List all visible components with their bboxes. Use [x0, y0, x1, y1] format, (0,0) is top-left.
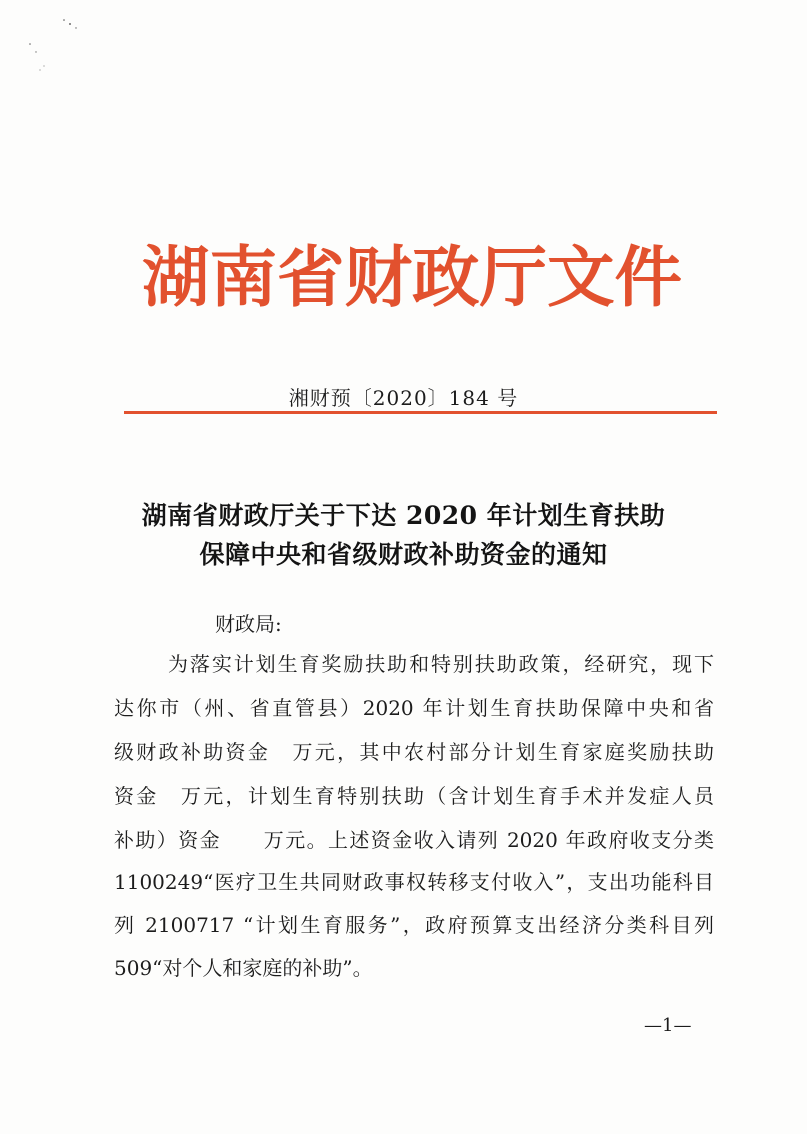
body-line-4: 资金 万元，计划生育特别扶助（含计划生育手术并发症人员 [114, 784, 714, 808]
notice-title-line-1: 湖南省财政厅关于下达 2020 年计划生育扶助 [141, 501, 666, 530]
body-line-3: 级财政补助资金 万元，其中农村部分计划生育家庭奖励扶助 [114, 740, 714, 764]
body-line-1: 为落实计划生育奖励扶助和特别扶助政策，经研究，现下 [168, 652, 714, 676]
masthead-title-text: 湖南省财政厅文件 [142, 239, 682, 310]
scan-specks [24, 14, 104, 84]
body-line-2: 达你市（州、省直管县）2020 年计划生育扶助保障中央和省 [114, 696, 714, 720]
body-line-6: 1100249“医疗卫生共同财政事权转移支付收入”，支出功能科目 [114, 870, 714, 894]
masthead-title [0, 230, 807, 310]
document-number: 湘财预〔2020〕184 号 [288, 386, 519, 410]
body-line-7: 列 2100717 “计划生育服务”，政府预算支出经济分类科目列 [114, 913, 714, 937]
page-number: —1— [644, 1015, 692, 1036]
body-line-5: 补助）资金 万元。上述资金收入请列 2020 年政府收支分类 [114, 828, 714, 852]
notice-title-line-2: 保障中央和省级财政补助资金的通知 [199, 540, 608, 569]
body-line-8: 509“对个人和家庭的补助”。 [114, 956, 373, 980]
red-divider-line [124, 411, 717, 414]
salutation: 财政局: [215, 612, 282, 636]
